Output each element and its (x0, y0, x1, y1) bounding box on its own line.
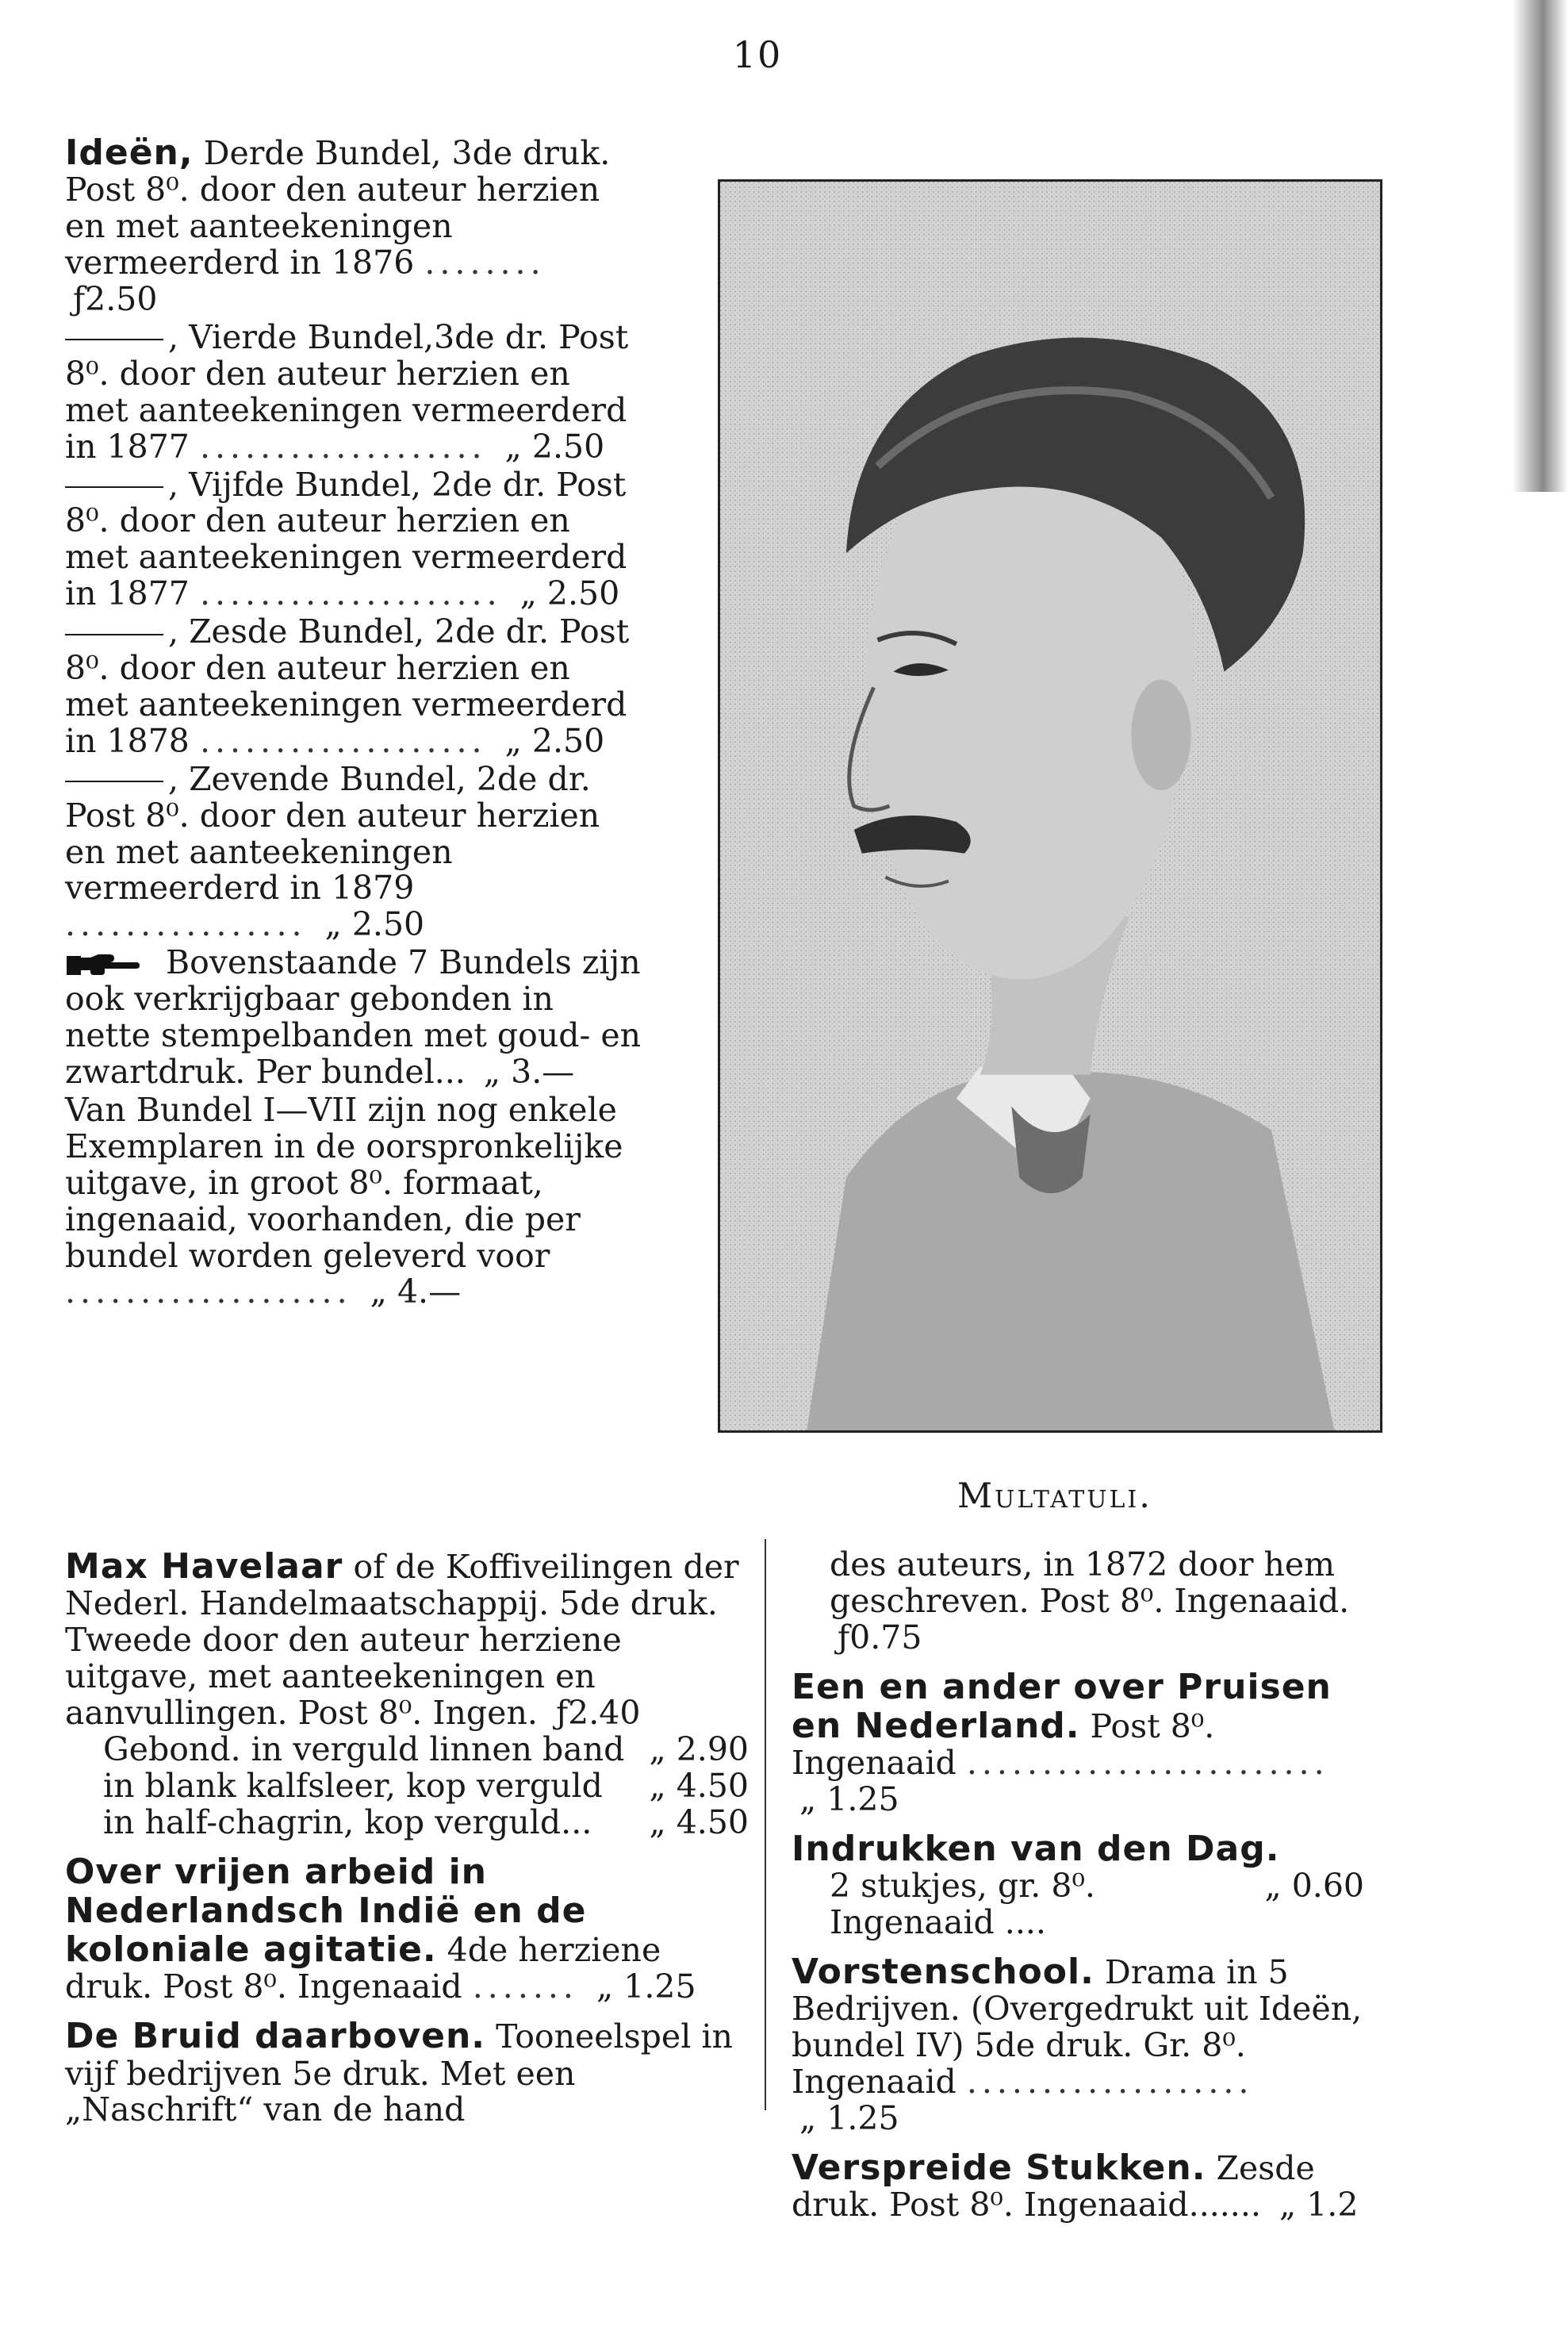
ditto-dash (65, 781, 163, 782)
upper-column (65, 133, 642, 1312)
catalog-entry-ideen-6 (65, 614, 642, 760)
dot-leader: ........................ (966, 1744, 1329, 1783)
entry-body: des auteurs, in 1872 door hem geschreven. Post 8⁰. Ingenaaid. (830, 1545, 1350, 1620)
catalog-entry-ideen-5 (65, 467, 642, 613)
entry-price: ƒ2.50 (73, 279, 158, 318)
entry-body: Post 8⁰. Ingenaaid (792, 1706, 1215, 1783)
catalog-note-original-edition (65, 1092, 642, 1311)
option-price: „ 4.50 (649, 1802, 749, 1841)
binding-option-calfskin (65, 1768, 749, 1805)
portrait-caption: Multatuli. (957, 1476, 1152, 1516)
catalog-note-bound (65, 945, 642, 1091)
lower-left-column (65, 1547, 749, 2140)
entry-body: of de Koffiveilingen der Nederl. Handelmaatschappij. 5de druk. Tweede door den auteur herziene uitgave, met aanteekeningen en aanvullingen. Post 8⁰. Ingen. (65, 1548, 739, 1732)
entry-body: , Zesde Bundel, 2de dr. Post 8⁰. door den auteur herzien en met aanteekeningen vermeerderd in 1878 (65, 612, 630, 760)
ditto-dash (65, 486, 163, 488)
entry-title: Max Havelaar (65, 1546, 343, 1587)
entry-title: Vorstenschool. (792, 1952, 1095, 1993)
dot-leader: .................... (199, 574, 502, 613)
entry-body: Bovenstaande 7 Bundels zijn ook verkrijgbaar gebonden in nette stempelbanden met goud- en zwartdruk. Per bundel... (65, 943, 642, 1092)
entry-title: Indrukken van den Dag. (792, 1829, 1280, 1870)
entry-title: Over vrijen arbeid in Nederlandsch Indië en de koloniale agitatie. (65, 1851, 587, 1971)
dot-leader: ................... (199, 427, 487, 466)
catalog-entry-verspreide-stukken (792, 2148, 1364, 2224)
binding-option-half-chagrin (65, 1802, 749, 1841)
dot-leader: ................ (65, 905, 307, 944)
option-price: „ 2.90 (649, 1729, 749, 1768)
scan-edge-shadow (1512, 0, 1568, 492)
dot-leader: ................... (966, 2063, 1254, 2102)
entry-price: „ 2.50 (519, 574, 620, 613)
entry-title: Ideën, (65, 132, 194, 173)
ditto-dash (65, 339, 163, 340)
entry-body: Drama in 5 Bedrijven. (Overgedrukt uit Ideën, bundel IV) 5de druk. Gr. 8⁰. Ingenaaid (792, 1953, 1363, 2102)
option-label: Gebond. in verguld linnen band (103, 1729, 625, 1768)
entry-body: , Vijfde Bundel, 2de dr. Post 8⁰. door den auteur herzien en met aanteekeningen vermeerderd in 1877 (65, 465, 627, 613)
dot-leader: ................... (65, 1272, 352, 1311)
entry-price: „ 2.50 (504, 427, 605, 466)
entry-price: „ 4.— (370, 1272, 462, 1311)
entry-price: „ 1.25 (799, 1780, 899, 1819)
entry-title: Een en ander over Pruisen en Nederland. (792, 1666, 1332, 1746)
entry-body: 2 stukjes, gr. 8⁰. Ingenaaid .... (830, 1867, 1095, 1942)
option-label: in blank kalfsleer, kop verguld (103, 1766, 603, 1805)
pointing-hand-icon (65, 950, 144, 981)
catalog-entry-over-vrijen-arbeid (65, 1852, 749, 2006)
entry-body: , Zevende Bundel, 2de dr. Post 8⁰. door den auteur herzien en met aanteekeningen vermeerderd in 1879 (65, 759, 600, 908)
entry-price: „ 2.50 (504, 721, 605, 760)
catalog-entry-ideen-7 (65, 759, 642, 944)
portrait-illustration (720, 182, 1380, 1430)
catalog-entry-max-havelaar (65, 1547, 749, 1841)
dot-leader: ........ (424, 244, 546, 282)
option-price: „ 4.50 (649, 1766, 749, 1805)
dot-leader: ................... (199, 721, 487, 760)
column-rule (765, 1539, 766, 2110)
entry-price: ƒ0.75 (838, 1618, 922, 1656)
entry-body: Tooneelspel in vijf bedrijven 5e druk. Met een „Naschrift“ van de hand (65, 2017, 733, 2129)
ditto-dash (65, 634, 163, 635)
portrait-engraving (718, 179, 1382, 1433)
lower-right-column (792, 1547, 1364, 2235)
catalog-entry-de-bruid-continued (792, 1547, 1364, 1656)
entry-body: Derde Bundel, 3de druk. Post 8⁰. door den auteur herzien en met aanteekeningen vermeerderd in 1876 (65, 134, 611, 282)
entry-title: Verspreide Stukken. (792, 2148, 1206, 2189)
entry-body: , Vierde Bundel,3de dr. Post 8⁰. door den auteur herzien en met aanteekeningen vermeerderd in 1877 (65, 317, 629, 466)
catalog-entry-pruisen-en-nederland (792, 1668, 1364, 1818)
binding-option-linen (65, 1729, 749, 1768)
entry-body: Zesde druk. Post 8⁰. Ingenaaid....... (792, 2149, 1315, 2224)
catalog-entry-ideen-4 (65, 317, 642, 466)
entry-price: „ 1.2 (1279, 2186, 1359, 2224)
entry-body: 4de herziene druk. Post 8⁰. Ingenaaid (65, 1931, 661, 2006)
option-label: in half-chagrin, kop verguld... (103, 1802, 592, 1841)
catalog-entry-vorstenschool (792, 1952, 1364, 2137)
entry-price: „ 0.60 (1264, 1867, 1364, 1906)
page-number: 10 (732, 33, 783, 76)
entry-price: „ 1.25 (799, 2099, 899, 2138)
entry-title: De Bruid daarboven. (65, 2016, 486, 2057)
entry-price: ƒ2.40 (555, 1693, 641, 1732)
entry-price: „ 1.25 (596, 1967, 696, 2006)
dot-leader: ....... (472, 1967, 578, 2006)
catalog-entry-indrukken-van-den-dag (792, 1829, 1364, 1941)
catalog-entry-de-bruid-daarboven (65, 2017, 749, 2128)
catalog-entry-ideen-3 (65, 133, 642, 318)
entry-body: Van Bundel I—VII zijn nog enkele Exemplaren in de oorspronkelijke uitgave, in groot 8⁰. formaat, ingenaaid, voorhanden, die per bundel worden geleverd voor (65, 1090, 623, 1275)
entry-price: „ 2.50 (324, 905, 425, 944)
entry-price-line (792, 1868, 1364, 1941)
entry-price: „ 3.— (483, 1053, 575, 1092)
